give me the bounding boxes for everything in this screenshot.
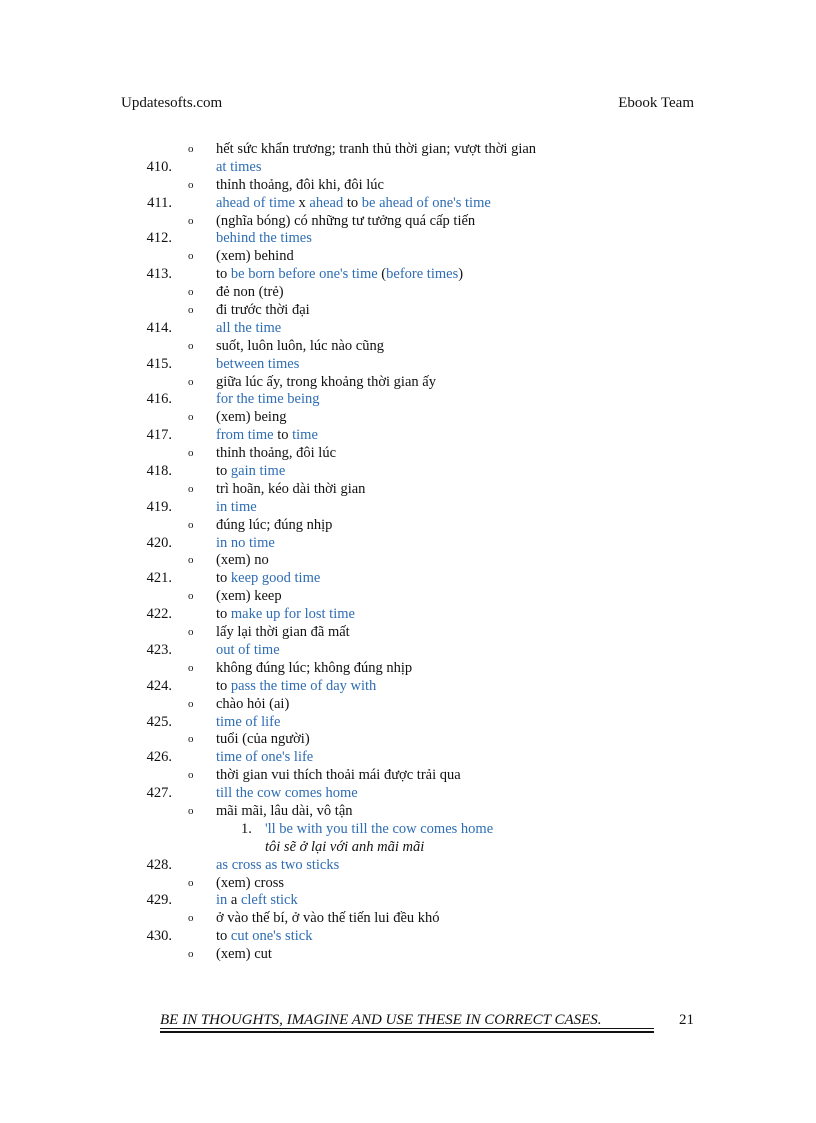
phrase-link[interactable]: from time [216,427,274,444]
entry-row [0,535,816,553]
bullet-icon: o [188,339,194,352]
definition-row [0,213,816,231]
definition-row [0,946,816,964]
definition-row [0,374,816,392]
text-segment: to [343,194,362,211]
phrase-link[interactable]: gain time [230,463,286,480]
text-segment: đẻ non (trẻ) [216,284,284,301]
entry-row [0,195,816,213]
entry-row [0,714,816,732]
entry-number: 428. [146,856,172,873]
phrase-link[interactable]: for the time being [216,391,320,408]
entry-row [0,892,816,910]
row-text [216,696,289,714]
bullet-icon: o [188,375,194,388]
definition-row [0,767,816,785]
row-text [216,338,384,356]
entry-row [0,266,816,284]
bullet-icon: o [188,411,194,424]
row-text [216,391,319,409]
text-segment: thỉnh thoảng, đôi lúc [216,445,337,462]
text-segment: x [294,194,310,211]
text-segment: (xem) being [216,409,287,426]
definition-row [0,910,816,928]
row-text [216,213,475,231]
entry-row [0,928,816,946]
definition-row [0,481,816,499]
phrase-link[interactable]: at times [216,158,262,175]
entry-row [0,785,816,803]
phrase-link[interactable]: cleft stick [240,892,298,909]
row-text [216,517,332,535]
definition-row [0,338,816,356]
phrase-link[interactable]: keep good time [230,570,321,587]
text-segment: mãi mãi, lâu dài, vô tận [216,802,353,819]
bullet-icon: o [188,626,194,639]
entry-number: 430. [146,928,172,945]
definition-row [0,624,816,642]
text-segment: giữa lúc ấy, trong khoảng thời gian ấy [216,373,436,390]
entry-row [0,427,816,445]
row-text [216,803,353,821]
text-segment: trì hoãn, kéo dài thời gian [216,480,366,497]
definition-row [0,409,816,427]
text-segment: to [216,266,231,283]
text-segment: hết sức khẩn trương; tranh thủ thời gian; vượt thời gian [216,141,537,157]
text-segment: thỉnh thoảng, đôi khi, đôi lúc [216,176,384,193]
entry-number: 418. [146,463,172,480]
row-text [216,535,275,553]
row-text [216,141,536,159]
definition-row [0,588,816,606]
entry-number: 419. [146,498,172,515]
bullet-icon: o [188,590,194,603]
entry-row [0,463,816,481]
entry-row [0,356,816,374]
definition-row [0,302,816,320]
row-text [216,320,281,338]
bullet-icon: o [188,447,194,460]
row-text [216,714,280,732]
phrase-link[interactable]: in no time [216,534,275,551]
text-segment: lấy lại thời gian đã mất [216,624,350,641]
entry-row [0,857,816,875]
phrase-link[interactable]: behind the times [216,230,312,247]
phrase-link[interactable]: ahead [309,194,344,211]
phrase-link[interactable]: as cross as two sticks [216,856,340,873]
row-text [216,928,312,946]
definition-row [0,803,816,821]
bullet-icon: o [188,304,194,317]
definition-row [0,696,816,714]
row-text [216,284,284,302]
bullet-icon: o [188,178,194,191]
text-segment: thời gian vui thích thoải mái được trải qua [216,767,461,784]
entry-row [0,749,816,767]
text-segment: to [273,427,293,444]
bullet-icon: o [188,661,194,674]
text-segment: (xem) behind [216,248,294,265]
entry-number: 411. [147,194,172,211]
row-text [216,302,310,320]
bullet-icon: o [188,554,194,567]
text-segment: to [216,928,231,945]
example-number: 1. [241,820,252,837]
entry-number: 426. [146,749,172,766]
text-segment: (xem) cut [216,946,272,963]
phrase-link[interactable]: all the time [216,319,282,336]
phrase-link[interactable]: time of one's life [216,749,314,766]
text-segment: suốt, luôn luôn, lúc nào cũng [216,337,384,354]
text-segment: to [216,463,231,480]
entry-number: 417. [146,427,172,444]
entry-number: 421. [146,570,172,587]
phrase-link[interactable]: till the cow comes home [216,785,358,802]
row-text [216,606,355,624]
phrase-link[interactable]: make up for lost time [230,606,355,623]
text-segment: tuổi (của người) [216,731,310,748]
definition-row [0,875,816,893]
entry-row [0,642,816,660]
row-text [265,821,493,839]
definition-row [0,552,816,570]
definition-row [0,517,816,535]
entry-row [0,391,816,409]
row-text [216,463,285,481]
row-text [216,248,294,266]
text-segment: ( [377,266,387,283]
phrase-link[interactable]: ahead of time [216,194,295,211]
entry-number: 423. [146,641,172,658]
entry-number: 416. [146,391,172,408]
row-text [216,731,310,749]
row-text [216,177,384,195]
definition-row [0,248,816,266]
row-text [216,552,269,570]
row-text [216,910,440,928]
text-segment: (xem) keep [216,588,282,605]
bullet-icon: o [188,518,194,531]
phrase-link[interactable]: in time [216,498,257,515]
text-segment: đi trước thời đại [216,302,310,319]
header-team: Ebook Team [618,95,694,111]
definition-row [0,731,816,749]
entry-row [0,320,816,338]
entry-number: 413. [146,266,172,283]
bullet-icon: o [188,948,194,961]
phrase-link[interactable]: pass the time of day with [230,677,377,694]
phrase-link[interactable]: time [292,427,318,444]
text-segment: chào hỏi (ai) [216,695,290,712]
bullet-icon: o [188,214,194,227]
translation-row [0,839,816,857]
text-segment: (xem) no [216,552,269,569]
row-text [216,892,298,910]
bullet-icon: o [188,697,194,710]
text-segment: ở vào thế bí, ở vào thế tiến lui đều khó [216,910,440,927]
row-text [216,266,463,284]
bullet-icon: o [188,912,194,925]
row-text [216,588,282,606]
entry-row [0,606,816,624]
phrase-link[interactable]: be ahead of one's time [361,194,491,211]
row-text [216,857,339,875]
bullet-icon: o [188,143,194,155]
definition-row [0,177,816,195]
entry-number: 410. [146,158,172,175]
phrase-link[interactable]: out of time [216,641,280,658]
row-text [216,660,412,678]
entry-row [0,678,816,696]
row-text [216,946,272,964]
text-segment: a [227,892,241,909]
footer-text: BE IN THOUGHTS, IMAGINE AND USE THESE IN CORRECT CASES. [160,1012,602,1028]
entry-list [0,141,816,964]
entry-number: 422. [146,606,172,623]
footer-rule-top [160,1028,654,1029]
bullet-icon: o [188,876,194,889]
phrase-link[interactable]: 'll be with you till the cow comes home [265,820,494,837]
bullet-icon: o [188,733,194,746]
page-number: 21 [679,1012,694,1028]
phrase-link[interactable]: before times [386,266,459,283]
entry-number: 429. [146,892,172,909]
row-text [216,230,312,248]
bullet-icon: o [188,804,194,817]
bullet-icon: o [188,250,194,263]
row-text [216,481,365,499]
definition-row [0,445,816,463]
row-text [216,624,350,642]
text-segment: ) [458,266,464,283]
row-text [216,356,299,374]
row-text [216,409,286,427]
definition-row [0,660,816,678]
entry-row [0,570,816,588]
row-text [216,785,358,803]
row-text [216,445,336,463]
entry-row [0,159,816,177]
definition-row [0,284,816,302]
entry-number: 427. [146,785,172,802]
entry-number: 425. [146,713,172,730]
entry-number: 412. [146,230,172,247]
text-segment: (xem) cross [216,874,285,891]
text-segment: to [216,570,231,587]
text-segment: đúng lúc; đúng nhịp [216,516,333,533]
entry-row [0,230,816,248]
bullet-icon: o [188,286,194,299]
text-segment: tôi sẽ ở lại với anh mãi mãi [265,838,425,855]
phrase-link[interactable]: cut one's stick [230,928,313,945]
row-text [216,642,280,660]
row-text [216,875,284,893]
row-text [216,374,436,392]
text-segment: to [216,677,231,694]
text-segment: (nghĩa bóng) có những tư tưởng quá cấp tiến [216,212,476,229]
row-text [216,767,461,785]
entry-row [0,499,816,517]
entry-number: 415. [146,355,172,372]
row-text [265,839,424,857]
row-text [216,749,313,767]
row-text [216,499,257,517]
footer-rule-bottom [160,1031,654,1033]
phrase-link[interactable]: between times [216,355,300,372]
phrase-link[interactable]: in [216,892,228,909]
phrase-link[interactable]: time of life [216,713,281,730]
entry-number: 424. [146,677,172,694]
text-segment: không đúng lúc; không đúng nhịp [216,659,413,676]
row-text [216,678,376,696]
bullet-icon: o [188,482,194,495]
entry-number: 420. [146,534,172,551]
bullet-icon: o [188,769,194,782]
entry-number: 414. [146,319,172,336]
row-text [216,159,262,177]
row-text [216,570,320,588]
row-text [216,195,491,213]
definition-row [0,141,816,159]
row-text [216,427,318,445]
example-row [0,821,816,839]
header-site: Updatesofts.com [121,95,223,111]
text-segment: to [216,606,231,623]
phrase-link[interactable]: be born before one's time [230,266,378,283]
